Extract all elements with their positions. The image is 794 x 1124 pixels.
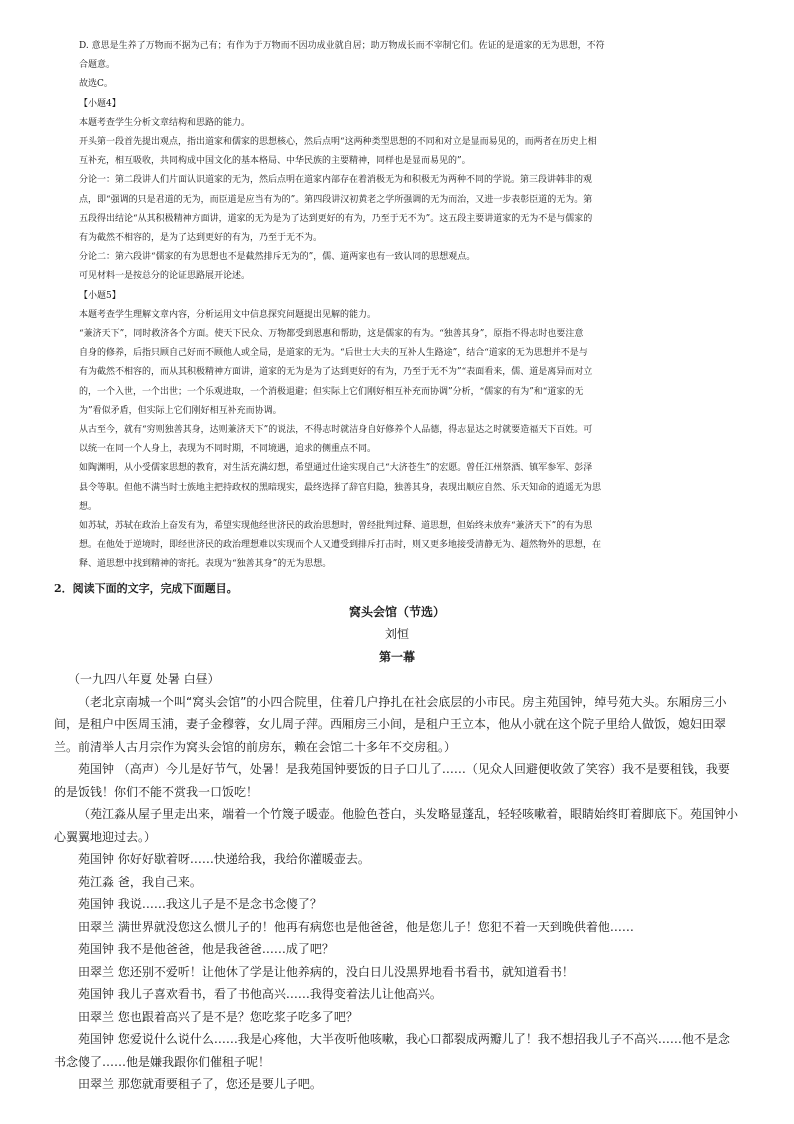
stage-direction: （苑江淼从屋子里走出来，端着一个竹篾子暖壶。他脸色苍白，头发略显蓬乱，轻轻咳嗽着，眼睛始终盯着脚底下。苑国钟小心翼翼地迎过去。） <box>54 807 739 844</box>
text-line: 分论一：第二段讲人们片面认识道家的无为，然后点明在道家内部存在着消极无为和积极无为两种不同的学说。第三段讲韩非的观 <box>79 175 593 186</box>
sub-question-label: 【小题5】 <box>79 290 121 301</box>
text-line: 的，一个入世，一个出世；一个乐观进取，一个消极退避；但实际上它们刚好相互补充而协调”分析，“儒家的有为”和“道家的无 <box>79 386 584 397</box>
text-line: 五段得出结论“从其积极精神方面讲，道家的无为是为了达到更好的有为，乃至于无不为”。这五段主要讲道家的无为不是与儒家的 <box>79 213 593 224</box>
text-line: 合题意。 <box>79 60 116 71</box>
dialogue-line: 田翠兰 您还别不爱听！让他休了学是让他养病的，没白日儿没黑界地看书看书，就知道看书！ <box>78 964 574 979</box>
text-line: 互补充，相互吸收，共同构成中国文化的基本格局、中华民族的主要精神，同样也是显而易见的”。 <box>79 156 471 167</box>
text-line: 释、道思想中找到精神的寄托。表现为“独善其身”的无为思想。 <box>79 559 332 570</box>
text-line: 想。在他处于逆境时，即经世济民的政治理想难以实现而个人又遭受到排斥打击时，则又更多地接受清静无为、超然物外的思想，在 <box>79 540 602 551</box>
stage-direction-time: （一九四八年夏 处暑 白昼） <box>68 672 220 686</box>
question-2-section <box>54 578 740 1096</box>
text-line: 如陶渊明，从小受儒家思想的教育，对生活充满幻想，希望通过仕途实现自己“大济苍生”的宏愿。曾任江州祭酒、镇军参军、彭泽 <box>79 463 593 474</box>
act-heading: 第一幕 <box>378 649 415 664</box>
text-line: 开头第一段首先提出观点，指出道家和儒家的思想核心，然后点明“这两种类型思想的不同和对立是显而易见的，而两者在历史上相 <box>79 137 597 148</box>
text-line: 从古至今，就有“穷则独善其身，达则兼济天下”的说法，不得志时就洁身自好修养个人品德，得志显达之时就要造福天下百姓。可 <box>79 425 593 436</box>
dialogue-line: 苑江淼 爸，我自己来。 <box>78 874 202 889</box>
text-line: 有为截然不相容的，是为了达到更好的有为，乃至于无不为。 <box>79 233 323 244</box>
text-line: 为”看似矛盾，但实际上它们刚好相互补充而协调。 <box>79 405 282 416</box>
sub-question-label: 【小题4】 <box>79 98 121 109</box>
dialogue-line: 苑国钟 我儿子喜欢看书，看了书他高兴……我得变着法儿让他高兴。 <box>78 987 442 1001</box>
dialogue-line: 苑国钟 我说……我这儿子是不是念书念傻了？ <box>78 897 322 911</box>
text-line: 本题考查学生分析文章结构和思路的能力。 <box>79 117 251 128</box>
text-line: “兼济天下”，同时救济各个方面。使天下民众、万物都受到恩惠和帮助，这是儒家的有为。“独善其身”，原指不得志时也要注意 <box>79 329 584 340</box>
passage-author: 刘恒 <box>384 627 409 641</box>
text-line: 县令等职。但他不满当时士族地主把持政权的黑暗现实，最终选择了辞官归隐，独善其身，表现出顺应自然、乐天知命的逍遥无为思 <box>79 482 602 493</box>
text-line: 可见材料一是按总分的论证思路展开论述。 <box>79 271 251 282</box>
dialogue-line: 苑国钟 您爱说什么说什么……我是心疼他，大半夜听他咳嗽，我心口都裂成两瓣儿了！我不想招我儿子不高兴……他不是念书念傻了……他是嫌我跟你们催租子呢！ <box>54 1032 730 1069</box>
text-line: 以统一在同一个人身上，表现为不同时期，不同境遇，追求的侧重点不同。 <box>79 444 377 455</box>
dialogue-line: 田翠兰 您也跟着高兴了是不是？您吃浆子吃多了吧？ <box>78 1009 358 1024</box>
answer-explanation-section <box>79 37 719 575</box>
dialogue-line: 田翠兰 那您就甭要租子了，您还是要儿子吧。 <box>78 1077 322 1091</box>
dialogue-line: 苑国钟 你好好歇着呀……快递给我，我给你灌暖壶去。 <box>78 852 370 866</box>
dialogue-line: 田翠兰 满世界就没您这么惯儿子的！他再有病您也是他爸爸，他是您儿子！您犯不着一天到晚供着他…… <box>78 919 634 934</box>
dialogue-line: 苑国钟 （高声）今儿是好节气，处暑！是我苑国钟要饭的日子口儿了……（见众人回避便收敛了笑容）我不是要租钱，我要的是饭钱！你们不能不赏我一口饭吃！ <box>54 762 730 799</box>
stage-direction: （老北京南城一个叫“窝头会馆”的小四合院里，住着几户挣扎在社会底层的小市民。房主苑国钟，绰号苑大头。东厢房三小间，是租户中医周玉浦，妻子金穆蓉，女儿周子萍。西厢房三小间，是租户王立本，他从小就在这个院子里给人做饭，媳妇田翠兰。前清举人古月宗作为窝头会馆的前房东，赖在会馆二十多年不交房租。） <box>54 694 727 754</box>
text-line: 自身的修养，后指只顾自己好而不顾他人或全局，是道家的无为。“后世士大夫的互补人生路途”，结合“道家的无为思想并不是与 <box>79 348 588 359</box>
text-line: 如苏轼，苏轼在政治上奋发有为，希望实现他经世济民的政治思想时，曾经批判过释、道思想，但始终未放弃“兼济天下”的有为思 <box>79 521 593 532</box>
text-line: 点，即“强调的只是君道的无为，而臣道是应当有为的”。第四段讲汉初黄老之学所强调的无为而治，又进一步表彰臣道的无为。第 <box>79 194 593 205</box>
passage-title: 窝头会馆（节选） <box>348 604 445 619</box>
text-line: 分论二：第六段讲“儒家的有为思想也不是截然排斥无为的”，儒、道两家也有一致认同的思想观点。 <box>79 252 476 263</box>
text-line: 想。 <box>79 501 98 512</box>
text-line: 本题考查学生理解文章内容，分析运用文中信息探究问题提出见解的能力。 <box>79 309 377 320</box>
dialogue-line: 苑国钟 我不是他爸爸，他是我爸爸……成了吧？ <box>78 942 334 956</box>
text-line: 故选C。 <box>79 79 113 90</box>
question-heading: 2．阅读下面的文字，完成下面题目。 <box>54 582 238 595</box>
text-line: D. 意思是生养了万物而不据为己有；有作为于万物而不因功成业就自居；助万物成长而不宰制它们。佐证的是道家的无为思想，不符 <box>79 41 605 51</box>
text-line: 有为截然不相容的，而从其积极精神方面讲，道家的无为是为了达到更好的有为，乃至于无不为”“表面看来，儒、道是离异而对立 <box>79 367 593 378</box>
